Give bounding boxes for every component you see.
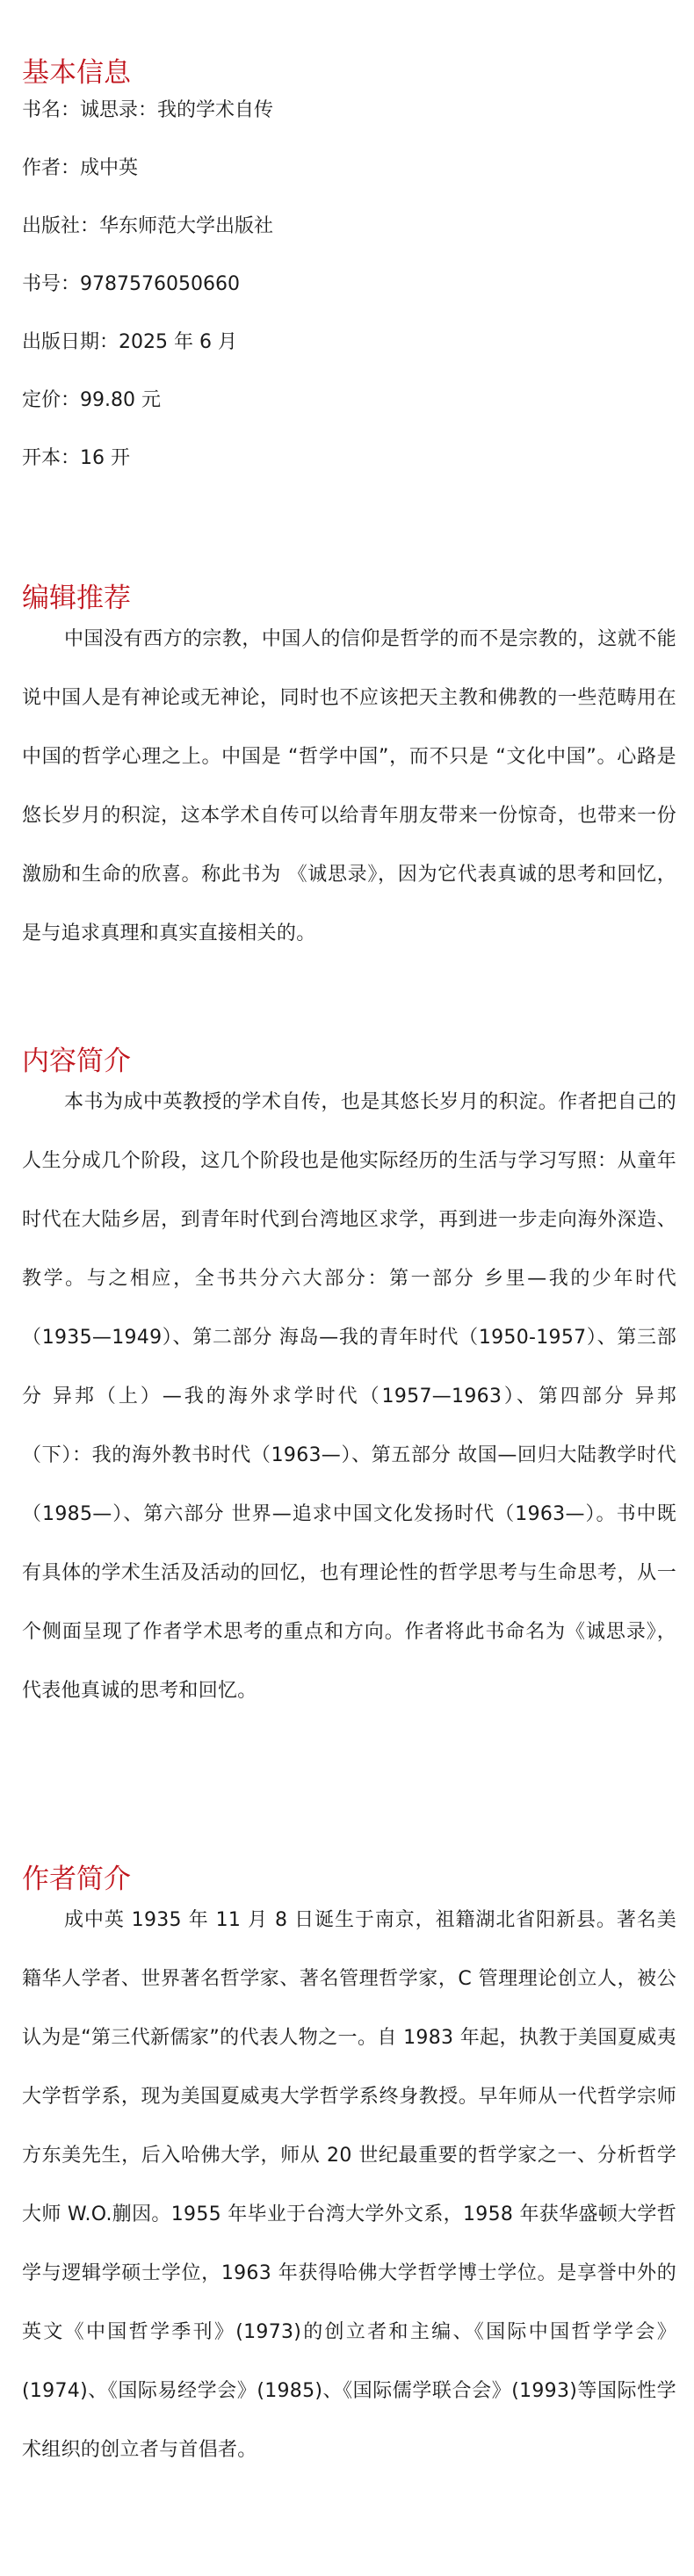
info-label: 作者： — [22, 157, 81, 179]
info-value: 9787576050660 — [80, 273, 240, 295]
editor-recommendation-text: 中国没有西方的宗教，中国人的信仰是哲学的而不是宗教的，这就不能说中国人是有神论或无神论，同时也不应该把天主教和佛教的一些范畴用在中国的哲学心理之上。中国是 “哲学中国”，而不只是 “文化中国”。心路是悠长岁月的积淀，这本学术自传可以给青年朋友带来一份惊奇，也带来一份激励和生命的欣喜。称此书为 《诚思录》，因为它代表真诚的思考和回忆，是与追求真理和真实直接相关的。 — [22, 628, 676, 944]
content-summary-heading: 内容简介 — [22, 1045, 131, 1077]
author-intro-heading: 作者简介 — [22, 1863, 131, 1895]
info-value: 华东师范大学出版社 — [99, 215, 274, 237]
info-value: 2025 年 6 月 — [119, 331, 237, 353]
info-value: 99.80 元 — [80, 389, 161, 411]
info-line-title — [22, 98, 273, 124]
info-line-pub-date — [22, 329, 237, 356]
info-label: 书名： — [22, 99, 81, 121]
info-line-isbn — [22, 271, 240, 298]
info-label: 定价： — [22, 389, 81, 411]
info-value: 诚思录：我的学术自传 — [80, 99, 274, 121]
editor-recommendation-heading: 编辑推荐 — [22, 582, 131, 614]
info-line-format — [22, 445, 130, 472]
info-line-author — [22, 156, 138, 182]
info-label: 出版社： — [22, 215, 100, 237]
basic-info-heading: 基本信息 — [22, 56, 131, 89]
info-line-price — [22, 387, 161, 414]
info-value: 16 开 — [80, 447, 131, 469]
info-label: 出版日期： — [22, 331, 119, 353]
info-line-publisher — [22, 213, 273, 240]
info-value: 成中英 — [80, 157, 139, 179]
content-summary-text: 本书为成中英教授的学术自传，也是其悠长岁月的积淀。作者把自己的人生分成几个阶段，这几个阶段也是他实际经历的生活与学习写照：从童年时代在大陆乡居，到青年时代到台湾地区求学，再到进一步走向海外深造、教学。与之相应，全书共分六大部分：第一部分 乡里—我的少年时代（1935—1949）、第二部分 海岛—我的青年时代（1950-1957）、第三部分 异邦（上）—我的海外求学时代（1957—1963）、第四部分 异邦（下）：我的海外教书时代（1963—）、第五部分 故国—回归大陆教学时代（1985—）、第六部分 世界—追求中国文化发扬时代（1963—）。书中既有具体的学术生活及活动的回忆，也有理论性的哲学思考与生命思考，从一个侧面呈现了作者学术思考的重点和方向。作者将此书命名为《诚思录》，代表他真诚的思考和回忆。 — [22, 1091, 676, 1702]
info-label: 开本： — [22, 447, 81, 469]
author-intro-text: 成中英 1935 年 11 月 8 日诞生于南京，祖籍湖北省阳新县。著名美籍华人学者、世界著名哲学家、著名管理哲学家，C 管理理论创立人，被公认为是“第三代新儒家”的代表人物之一。自 1983 年起，执教于美国夏威夷大学哲学系，现为美国夏威夷大学哲学系终身教授。早年师从一代哲学宗师方东美先生，后入哈佛大学，师从 20 世纪最重要的哲学家之一、分析哲学大师 W.O.蒯因。1955 年毕业于台湾大学外文系，1958 年获华盛顿大学哲学与逻辑学硕士学位，1963 年获得哈佛大学哲学博士学位。是享誉中外的英文《中国哲学季刊》(1973)的创立者和主编、《国际中国哲学学会》(1974)、《国际易经学会》(1985)、《国际儒学联合会》(1993)等国际性学术组织的创立者与首倡者。 — [22, 1909, 676, 2461]
info-label: 书号： — [22, 273, 81, 295]
